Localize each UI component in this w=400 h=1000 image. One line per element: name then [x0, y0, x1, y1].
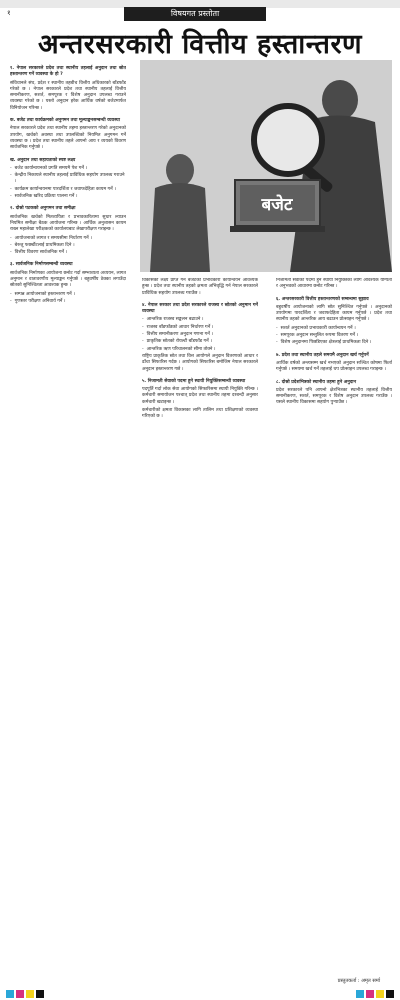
list-item-text: आयोजनाको लागत र समयसीमा निर्धारण गर्ने ।: [14, 235, 92, 241]
board-text: बजेट: [261, 195, 293, 215]
list-bullet: -: [10, 235, 12, 241]
author-credit: प्रस्तुतकर्ता : अमृत सर्मा: [337, 978, 380, 984]
paragraph: विकासको लक्ष्य प्राप्त गर्न बजेटको प्रभावकारी कार्यान्वयन आवश्यक हुन्छ । प्रदेश तथा स्थानीय तहको क्षमता अभिवृद्धि गर्न नेपाल सरकारले प्राविधिक सहयोग उपलब्ध गराउँछ ।: [142, 278, 258, 296]
page-number: १: [7, 9, 11, 17]
list-item: [10, 173, 126, 186]
list-item: [10, 187, 126, 193]
list-bullet: -: [276, 340, 278, 346]
question-heading: ७. प्रदेश तथा स्थानीय तहले समयमै अनुदान खर्च गर्नुपर्ने: [276, 352, 369, 358]
paragraph: प्रदेश सरकारले पनि आफ्नो क्षेत्रभित्रका स्थानीय तहलाई वित्तीय समानीकरण, सशर्त, समपूरक र विशेष अनुदान उपलब्ध गराउँछ । यसले स्थानीय विकासमा सहयोग पुर्‍याउँछ ।: [276, 387, 392, 406]
list-item: [142, 325, 258, 331]
paragraph: पदपूर्ति गर्दा लोक सेवा आयोगको सिफारिसमा स्थायी नियुक्ति गरिन्छ । कर्मचारी समायोजन पश्चात् प्रदेश तथा स्थानीय तहमा दरबन्दी अनुसार कर्मचारी खटाइन्छ ।: [142, 387, 258, 405]
list-item: [10, 166, 126, 172]
list-bullet: -: [10, 194, 12, 200]
cyan-swatch: [6, 990, 14, 998]
list-item-text: बेरुजु फर्छ्यौटलाई प्राथमिकता दिने ।: [14, 242, 75, 248]
list-bullet: -: [142, 339, 144, 345]
budget-board-illustration: [140, 60, 392, 272]
list-bullet: -: [10, 186, 12, 192]
cyan-swatch: [356, 990, 364, 998]
article-column-3: [276, 278, 392, 970]
article-column-2: [142, 278, 258, 970]
article-column-1: [10, 60, 126, 970]
list-item-text: सशर्त अनुदानको प्रभावकारी कार्यान्वयन गर्ने ।: [280, 325, 356, 331]
list-item: [10, 236, 126, 242]
list-item: [10, 194, 126, 200]
list-item-text: बजेट कार्यान्वयनको प्रगति समयमै पेश गर्ने ।: [14, 165, 88, 171]
list-item: [276, 326, 392, 332]
list-item-text: आन्तरिक ऋण परिचालनको सीमा तोक्ने ।: [146, 346, 216, 352]
question-heading: ६. अन्तरसरकारी वित्तीय हस्तान्तरणको सम्बन्धमा सुझाव: [276, 296, 369, 302]
question-heading: क. बजेट तथा कार्यक्रमको अनुगमन तथा मूल्याङ्कनसम्बन्धी व्यवस्था: [10, 118, 120, 124]
question-heading: ८. दोस्रो प्रदेशभित्रको स्थानीय तहमा हुने अनुदान: [276, 379, 356, 385]
list-bullet: -: [10, 291, 12, 297]
list-bullet: -: [10, 165, 12, 171]
list-item: [142, 347, 258, 353]
list-bullet: -: [142, 332, 144, 338]
list-bullet: -: [10, 242, 12, 248]
list-item-text: केन्द्रीय निकायले स्थानीय तहलाई प्राविधिक सहयोग उपलब्ध गराउने ।: [14, 173, 125, 185]
budget-illustration: [140, 60, 392, 272]
list-item-text: सार्वजनिक खरिद प्रक्रिया पालना गर्ने ।: [14, 194, 78, 200]
list-bullet: -: [142, 317, 144, 323]
paragraph: निजामती सेवाको पदमा हुने स्थायी नियुक्तिका लागि आवश्यक योग्यता र अनुभवको आधारमा छनोट गरिन्छ ।: [276, 278, 392, 290]
paragraph: सार्वजनिक निर्माणका आयोजना छनोट गर्दा सम्भाव्यता अध्ययन, लागत अनुमान र वातावरणीय मूल्याङ्कन गर्नुपर्छ । बहुवर्षीय ठेक्का लगाउँदा स्रोतको सुनिश्चितता आवश्यक हुन्छ ।: [10, 270, 126, 289]
list-item-text: वित्तीय समानीकरण अनुदान गणना गर्ने ।: [146, 332, 214, 338]
list-item: [142, 317, 258, 323]
list-item-text: कार्यक्रम कार्यान्वयनमा पारदर्शिता र जवाफदेहिता कायम गर्ने ।: [14, 186, 116, 192]
list-item: [276, 333, 392, 339]
list-bullet: -: [142, 346, 144, 352]
list-bullet: -: [10, 173, 12, 179]
list-item: [10, 292, 126, 298]
list-bullet: -: [10, 250, 12, 256]
question-heading: ख. अनुदान तथा सहायताको स्पष्ट लक्ष्य: [10, 157, 76, 163]
list-item-text: प्राकृतिक स्रोतको रोयल्टी बाँडफाँड गर्ने ।: [146, 339, 212, 345]
list-bullet: -: [142, 324, 144, 330]
list-bullet: -: [276, 333, 278, 339]
question-heading: ४. नेपाल सरकार तथा प्रदेश सरकारले राजस्व र स्रोतको अनुमान गर्ने व्यवस्था: [142, 302, 258, 315]
list-item: [10, 243, 126, 249]
question-heading: ५. निजामती सेवाको पदमा हुने स्थायी नियुक्तिसम्बन्धी व्यवस्था: [142, 378, 246, 384]
paragraph: नेपाल सरकारले प्रदेश तथा स्थानीय तहमा हस्तान्तरण गरेको अनुदानको उपयोग, खर्चको अवस्था तथा उपलब्धिको नियमित अनुगमन गर्ने व्यवस्था छ । प्रदेश तथा स्थानीय तहले आफ्नो आय र व्ययको विवरण सार्वजनिक गर्नुपर्छ ।: [10, 126, 126, 151]
list-item: [142, 332, 258, 338]
list-item-text: विशेष अनुदानमा पिछडिएका क्षेत्रलाई प्राथमिकता दिने ।: [280, 340, 372, 346]
question-heading: ३. सार्वजनिक निर्माणसम्बन्धी व्यवस्था: [10, 262, 73, 268]
question-heading: २. दोस्रो पटकको अनुगमन तथा समीक्षा: [10, 206, 76, 212]
list-bullet: -: [276, 325, 278, 331]
list-item: [276, 340, 392, 346]
list-item-text: समपूरक अनुदान सन्तुलित रूपमा वितरण गर्ने ।: [280, 333, 359, 339]
magenta-swatch: [16, 990, 24, 998]
paragraph: बहुवर्षीय आयोजनाको लागि स्रोत सुनिश्चित गर्नुपर्छ । अनुदानको उपयोगमा पारदर्शिता र जवाफदेहिता कायम गर्नुपर्छ । प्रदेश तथा स्थानीय तहको आन्तरिक आय बढाउन प्रोत्साहन गर्नुपर्छ ।: [276, 304, 392, 323]
list-item: [10, 299, 126, 305]
paragraph: सार्वजनिक खर्चको मितव्ययिता र प्रभावकारितामा सुधार ल्याउन नियमित समीक्षा बैठक आयोजना गरिन्छ । आर्थिक अनुशासन कायम राख्न महालेखा परीक्षकको कार्यालयबाट लेखापरीक्षण गराइन्छ ।: [10, 214, 126, 233]
list-item-text: गुणस्तर परीक्षण अनिवार्य गर्ने ।: [14, 298, 66, 304]
article-title: अन्तरसरकारी वित्तीय हस्तान्तरण: [37, 29, 363, 60]
list-bullet: -: [10, 298, 12, 304]
question-heading: १. नेपाल सरकारले प्रदेश तथा स्थानीय तहलाई अनुदान तथा स्रोत हस्तान्तरण गर्ने व्यवस्था के हो ?: [10, 66, 126, 78]
black-swatch: [36, 990, 44, 998]
list-item: [10, 250, 126, 256]
list-item-text: सम्पन्न आयोजनाको हस्तान्तरण गर्ने ।: [14, 291, 75, 297]
paragraph: आर्थिक वर्षको अन्त्यसम्म खर्च नभएको अनुदान सञ्चित कोषमा फिर्ता गर्नुपर्छ । समयमा खर्च गर्ने तहलाई थप प्रोत्साहन उपलब्ध गराइन्छ ।: [276, 360, 392, 373]
section-tag: विषयगत प्रस्तोता: [124, 7, 266, 21]
black-swatch: [386, 990, 394, 998]
paragraph: कर्मचारीको क्षमता विकासका लागि तालिम तथा प्रशिक्षणको व्यवस्था गरिएको छ ।: [142, 408, 258, 420]
list-item-text: राजस्व बाँडफाँडको आधार निर्धारण गर्ने ।: [146, 324, 214, 330]
paragraph: राष्ट्रिय प्राकृतिक स्रोत तथा वित्त आयोगले अनुदान वितरणको आधार र ढाँचा सिफारिस गर्दछ । आयोगको सिफारिस बमोजिम नेपाल सरकारले अनुदान हस्तान्तरण गर्छ ।: [142, 353, 258, 372]
list-item: [142, 339, 258, 345]
print-color-bar: [0, 988, 400, 1000]
yellow-swatch: [376, 990, 384, 998]
list-item-text: आन्तरिक राजस्व सङ्कलन बढाउने ।: [146, 317, 204, 323]
list-item-text: वित्तीय विवरण सार्वजनिक गर्ने ।: [14, 250, 68, 256]
paragraph: संविधानले संघ, प्रदेश र स्थानीय तहबीच वित्तीय अधिकारको बाँडफाँड गरेको छ । नेपाल सरकारले प्रदेश तथा स्थानीय तहलाई वित्तीय समानीकरण, सशर्त, समपूरक र विशेष अनुदान उपलब्ध गराउने व्यवस्था गरेको छ । यस्तो अनुदान हरेक आर्थिक वर्षको बजेटमार्फत विनियोजन गरिन्छ ।: [10, 80, 126, 111]
yellow-swatch: [26, 990, 34, 998]
magenta-swatch: [366, 990, 374, 998]
